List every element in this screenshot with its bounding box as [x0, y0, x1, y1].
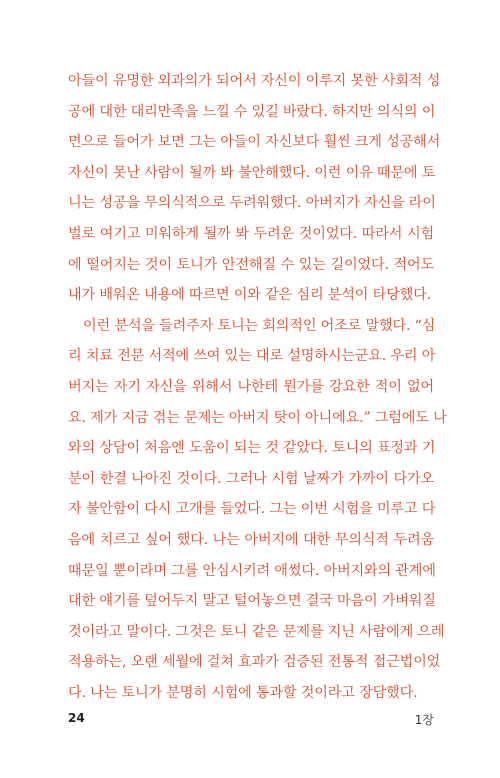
text-line: 면으로 들어가 보면 그는 아들이 자신보다 훨씬 크게 성공해서 [68, 134, 441, 151]
text-line: 자 불안함이 다시 고개를 들었다. 그는 이번 시험을 미루고 다 [68, 501, 436, 518]
text-line: 자신이 못난 사람이 될까 봐 불안해했다. 이런 이유 때문에 토 [68, 164, 436, 181]
text-line: 것이라고 말이다. 그것은 토니 같은 문제를 지닌 사람에게 으레 [68, 623, 445, 640]
text-line: 요. 제가 지금 겪는 문제는 아버지 탓이 아니에요.” 그럼에도 나 [68, 409, 447, 426]
text-line: 음에 치르고 싶어 했다. 나는 아버지에 대한 무의식적 두려움 [68, 531, 434, 548]
text-line: 아들이 유명한 외과의가 되어서 자신이 이루지 못한 사회적 성 [68, 73, 441, 89]
text-line: 공에 대한 대리만족을 느낄 수 있길 바랐다. 하지만 의식의 이 [68, 103, 436, 120]
paragraph-start-line: 이런 분석을 들려주자 토니는 회의적인 어조로 말했다. “심 [83, 317, 436, 334]
text-line: 다. 나는 토니가 분명히 시험에 통과할 것이라고 장담했다. [68, 684, 418, 701]
text-line: 분이 한결 나아진 것이다. 그러나 시험 날짜가 가까이 다가오 [68, 470, 434, 487]
text-line: 벌로 여기고 미워하게 될까 봐 두려운 것이었다. 따라서 시험 [68, 225, 434, 242]
text-line: 내가 배워온 내용에 따르면 이와 같은 심리 분석이 타당했다. [68, 287, 431, 304]
text-line: 대한 얘기를 덮어두지 말고 털어놓으면 결국 마음이 가벼워질 [68, 593, 436, 610]
text-line: 에 떨어지는 것이 토니가 안전해질 수 있는 길이었다. 적어도 [68, 256, 434, 273]
text-line: 때문일 뿐이라며 그를 안심시키려 애썼다. 아버지와의 관계에 [68, 562, 436, 579]
text-line: 적용하는, 오랜 세월에 걸쳐 효과가 검증된 전통적 접근법이었 [68, 654, 441, 671]
text-line: 버지는 자기 자신을 위해서 나한테 뭔가를 강요한 적이 없어 [68, 378, 434, 395]
page-number: 24 [68, 711, 85, 725]
body-text [68, 66, 447, 708]
page-footer [68, 711, 434, 731]
text-line: 니는 성공을 무의식적으로 두려워했다. 아버지가 자신을 라이 [68, 195, 436, 212]
text-line: 와의 상담이 처음엔 도움이 되는 것 같았다. 토니의 표정과 기 [68, 440, 436, 457]
chapter-label: 1장 [414, 713, 434, 727]
text-line: 리 치료 전문 서적에 쓰여 있는 대로 설명하시는군요. 우리 아 [68, 348, 436, 365]
